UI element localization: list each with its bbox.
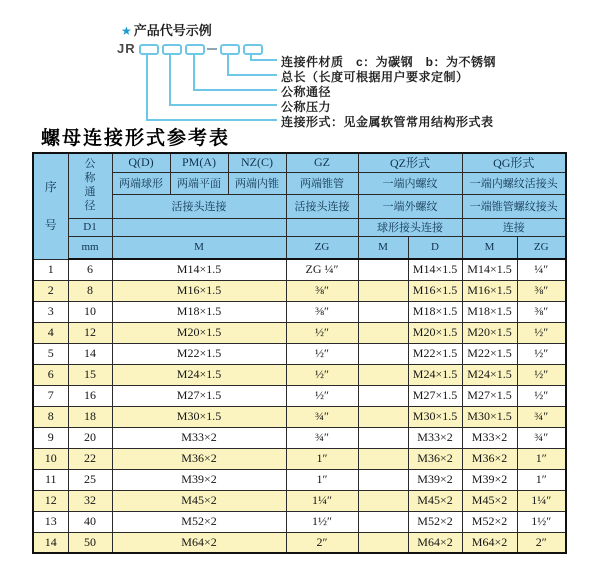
qg-zg-cell: 2″ — [517, 532, 566, 553]
col-header-gz: GZ — [286, 153, 358, 172]
seq-cell: 14 — [33, 532, 68, 553]
qz-d-cell: M45×2 — [408, 490, 462, 511]
mm-cell: 50 — [68, 532, 112, 553]
m-thread-cell: M36×2 — [112, 448, 286, 469]
table-body — [33, 259, 566, 553]
table-row — [33, 259, 566, 280]
qg-m-cell: M30×1.5 — [462, 406, 517, 427]
code-label-length: 总长（长度可根据用户要求定制） — [281, 70, 469, 84]
header-gz-conn: 活接头连接 — [286, 194, 358, 218]
table-row — [33, 490, 566, 511]
qz-m-cell — [358, 259, 408, 280]
gz-zg-cell: ¾″ — [286, 406, 358, 427]
m-thread-cell: M64×2 — [112, 532, 286, 553]
qz-d-cell: M64×2 — [408, 532, 462, 553]
qz-d-cell: M27×1.5 — [408, 385, 462, 406]
connector-line — [169, 53, 171, 106]
col-header-nz: NZ(C) — [228, 153, 286, 172]
header-blank-left — [112, 218, 286, 236]
connector-line — [193, 53, 195, 91]
header-qz-row2: 一端内螺纹 — [358, 172, 462, 194]
gz-zg-cell: ½″ — [286, 322, 358, 343]
table-row — [33, 322, 566, 343]
header-pm-ends: 两端平面 — [170, 172, 228, 194]
mm-cell: 25 — [68, 469, 112, 490]
qz-d-cell: M16×1.5 — [408, 280, 462, 301]
connector-line — [169, 104, 277, 106]
code-label-material: 连接件材质 c：为碳钢 b：为不锈钢 — [281, 55, 497, 69]
qz-m-cell — [358, 427, 408, 448]
m-thread-cell: M45×2 — [112, 490, 286, 511]
seq-cell: 4 — [33, 322, 68, 343]
connector-line — [193, 89, 277, 91]
qg-m-cell: M36×2 — [462, 448, 517, 469]
gz-zg-cell: ½″ — [286, 385, 358, 406]
header-qg-row4: 连接 — [462, 218, 566, 236]
qg-m-cell: M45×2 — [462, 490, 517, 511]
m-thread-cell: M20×1.5 — [112, 322, 286, 343]
qz-d-cell: M14×1.5 — [408, 259, 462, 280]
table-title: 螺母连接形式参考表 — [41, 127, 231, 149]
gz-zg-cell: ⅜″ — [286, 301, 358, 322]
m-thread-cell: M33×2 — [112, 427, 286, 448]
qz-m-cell — [358, 385, 408, 406]
code-label-diameter: 公称通径 — [281, 85, 332, 99]
m-thread-cell: M18×1.5 — [112, 301, 286, 322]
unit-m: M — [112, 236, 286, 259]
qg-m-cell: M39×2 — [462, 469, 517, 490]
qg-zg-cell: ⅜″ — [517, 301, 566, 322]
seq-cell: 2 — [33, 280, 68, 301]
header-qz-row4: 球形接头连接 — [358, 218, 462, 236]
header-blank-gz — [286, 218, 358, 236]
header-qz-row3: 一端外螺纹 — [358, 194, 462, 218]
code-prefix: JR — [117, 41, 136, 56]
mm-cell: 22 — [68, 448, 112, 469]
code-label-pressure: 公称压力 — [281, 100, 332, 114]
table-row — [33, 532, 566, 553]
table-row — [33, 448, 566, 469]
qz-d-cell: M24×1.5 — [408, 364, 462, 385]
unit-qz-d: D — [408, 236, 462, 259]
qz-m-cell — [358, 469, 408, 490]
qz-m-cell — [358, 364, 408, 385]
table-row — [33, 343, 566, 364]
qz-m-cell — [358, 406, 408, 427]
m-thread-cell: M30×1.5 — [112, 406, 286, 427]
mm-cell: 8 — [68, 280, 112, 301]
qg-zg-cell: ¾″ — [517, 427, 566, 448]
qz-d-cell: M36×2 — [408, 448, 462, 469]
qg-zg-cell: 1″ — [517, 448, 566, 469]
m-thread-cell: M52×2 — [112, 511, 286, 532]
qg-m-cell: M24×1.5 — [462, 364, 517, 385]
header-qg-row2: 一端内螺纹活接头 — [462, 172, 566, 194]
m-thread-cell: M22×1.5 — [112, 343, 286, 364]
header-d1: D1 — [68, 218, 112, 236]
qg-zg-cell: ½″ — [517, 364, 566, 385]
mm-cell: 32 — [68, 490, 112, 511]
qg-m-cell: M22×1.5 — [462, 343, 517, 364]
gz-zg-cell: 2″ — [286, 532, 358, 553]
star-icon: ★ — [121, 24, 132, 38]
header-qg-row3: 一端锥管螺纹接头 — [462, 194, 566, 218]
code-box-2 — [162, 44, 182, 55]
seq-cell: 10 — [33, 448, 68, 469]
qg-zg-cell: ¼″ — [517, 259, 566, 280]
qg-zg-cell: 1½″ — [517, 511, 566, 532]
col-header-seq: 序号 — [33, 153, 68, 259]
header-nz-ends: 两端内锥 — [228, 172, 286, 194]
mm-cell: 40 — [68, 511, 112, 532]
qg-m-cell: M18×1.5 — [462, 301, 517, 322]
code-box-4 — [220, 44, 240, 55]
qz-d-cell: M22×1.5 — [408, 343, 462, 364]
table-row — [33, 364, 566, 385]
connector-line — [227, 74, 277, 76]
qg-m-cell: M27×1.5 — [462, 385, 517, 406]
table-row — [33, 427, 566, 448]
qg-m-cell: M64×2 — [462, 532, 517, 553]
qz-d-cell: M30×1.5 — [408, 406, 462, 427]
qz-m-cell — [358, 343, 408, 364]
unit-gz-zg: ZG — [286, 236, 358, 259]
table-row — [33, 385, 566, 406]
mm-cell: 10 — [68, 301, 112, 322]
table-row — [33, 301, 566, 322]
col-header-q: Q(D) — [112, 153, 170, 172]
qg-zg-cell: 1¼″ — [517, 490, 566, 511]
gz-zg-cell: ½″ — [286, 364, 358, 385]
gz-zg-cell: ⅜″ — [286, 280, 358, 301]
mm-cell: 18 — [68, 406, 112, 427]
mm-cell: 15 — [68, 364, 112, 385]
qg-zg-cell: 1″ — [517, 469, 566, 490]
seq-cell: 11 — [33, 469, 68, 490]
table-row — [33, 469, 566, 490]
table-row — [33, 406, 566, 427]
connector-line — [227, 53, 229, 76]
seq-cell: 13 — [33, 511, 68, 532]
gz-zg-cell: ½″ — [286, 343, 358, 364]
seq-cell: 8 — [33, 406, 68, 427]
header-gz-ends: 两端锥管 — [286, 172, 358, 194]
code-box-1 — [139, 44, 159, 55]
seq-cell: 6 — [33, 364, 68, 385]
seq-cell: 5 — [33, 343, 68, 364]
qz-m-cell — [358, 490, 408, 511]
qg-zg-cell: ½″ — [517, 322, 566, 343]
seq-cell: 3 — [33, 301, 68, 322]
seq-cell: 9 — [33, 427, 68, 448]
qg-zg-cell: ½″ — [517, 385, 566, 406]
unit-qg-m: M — [462, 236, 517, 259]
header-union-connection: 活接头连接 — [112, 194, 286, 218]
m-thread-cell: M39×2 — [112, 469, 286, 490]
connector-line — [146, 119, 277, 121]
qz-d-cell: M18×1.5 — [408, 301, 462, 322]
connector-line — [250, 59, 277, 61]
code-box-3 — [185, 44, 205, 55]
qz-m-cell — [358, 448, 408, 469]
mm-cell: 14 — [68, 343, 112, 364]
connector-line — [146, 53, 148, 121]
unit-mm: mm — [68, 236, 112, 259]
qz-d-cell: M33×2 — [408, 427, 462, 448]
qz-m-cell — [358, 532, 408, 553]
diagram-heading — [121, 20, 212, 39]
table-row — [33, 280, 566, 301]
seq-cell: 1 — [33, 259, 68, 280]
qg-zg-cell: ⅜″ — [517, 280, 566, 301]
m-thread-cell: M14×1.5 — [112, 259, 286, 280]
nut-connection-table — [32, 152, 567, 554]
qz-m-cell — [358, 280, 408, 301]
m-thread-cell: M27×1.5 — [112, 385, 286, 406]
col-header-pm: PM(A) — [170, 153, 228, 172]
seq-cell: 7 — [33, 385, 68, 406]
qz-d-cell: M52×2 — [408, 511, 462, 532]
m-thread-cell: M24×1.5 — [112, 364, 286, 385]
gz-zg-cell: 1¼″ — [286, 490, 358, 511]
qz-m-cell — [358, 511, 408, 532]
qg-m-cell: M20×1.5 — [462, 322, 517, 343]
qg-zg-cell: ¾″ — [517, 406, 566, 427]
code-label-connection: 连接形式：见金属软管常用结构形式表 — [281, 115, 494, 129]
qg-m-cell: M16×1.5 — [462, 280, 517, 301]
code-dash — [207, 48, 217, 50]
qz-m-cell — [358, 301, 408, 322]
unit-qg-zg: ZG — [517, 236, 566, 259]
qg-m-cell: M14×1.5 — [462, 259, 517, 280]
col-header-qz: QZ形式 — [358, 153, 462, 172]
col-header-nominal-diameter: 公称通径 — [68, 153, 112, 218]
mm-cell: 16 — [68, 385, 112, 406]
gz-zg-cell: ¾″ — [286, 427, 358, 448]
qz-d-cell: M39×2 — [408, 469, 462, 490]
qg-zg-cell: ½″ — [517, 343, 566, 364]
table-header — [33, 153, 566, 259]
seq-cell: 12 — [33, 490, 68, 511]
gz-zg-cell: 1″ — [286, 469, 358, 490]
qg-m-cell: M33×2 — [462, 427, 517, 448]
gz-zg-cell: 1″ — [286, 448, 358, 469]
qz-m-cell — [358, 322, 408, 343]
code-box-5 — [243, 44, 263, 55]
diagram-heading-text: 产品代号示例 — [133, 23, 212, 38]
col-header-qg: QG形式 — [462, 153, 566, 172]
gz-zg-cell: ZG ¼″ — [286, 259, 358, 280]
header-q-ends: 两端球形 — [112, 172, 170, 194]
qz-d-cell: M20×1.5 — [408, 322, 462, 343]
qg-m-cell: M52×2 — [462, 511, 517, 532]
table-row — [33, 511, 566, 532]
mm-cell: 12 — [68, 322, 112, 343]
gz-zg-cell: 1½″ — [286, 511, 358, 532]
unit-qz-m: M — [358, 236, 408, 259]
mm-cell: 20 — [68, 427, 112, 448]
mm-cell: 6 — [68, 259, 112, 280]
m-thread-cell: M16×1.5 — [112, 280, 286, 301]
